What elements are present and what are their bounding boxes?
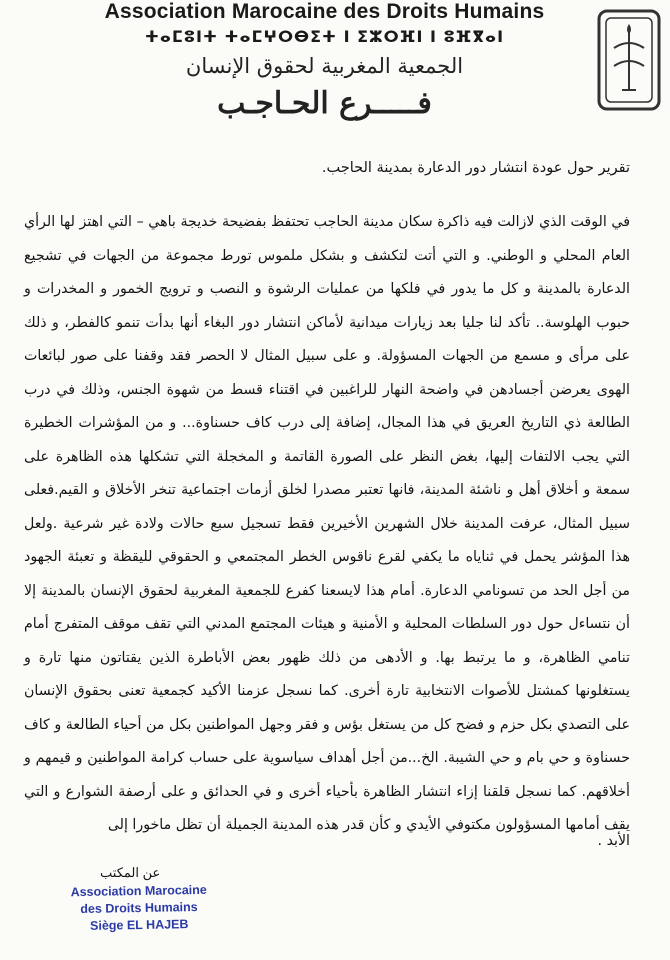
organization-name-tifinagh: ⵜⴰⵎⵓⵏⵜ ⵜⴰⵎⵖⵔⴱⵉⵜ ⵏ ⵉⵣⵔⴼⵏ ⵏ ⵓⴼⴳⴰⵏ [144,27,505,46]
stamp-line: Association Marocaine [70,882,207,900]
stamp-line: Siège EL HAJEB [89,917,189,933]
organization-name-french: Association Marocaine des Droits Humains [104,0,545,23]
association-stamp [64,882,215,936]
report-body [24,206,630,843]
stamp-line: des Droits Humains [80,899,198,917]
organization-name-arabic: الجمعية المغربية لحقوق الإنسان [185,54,464,78]
signature-label: عن المكتب [100,865,161,880]
report-closing: الأبد . [597,833,630,849]
report-subject: تقرير حول عودة انتشار دور الدعارة بمدينة الحاجب. [321,160,630,176]
branch-title: فـــــرع الحـاجـب [217,86,432,121]
body-paragraph: في الوقت الذي لازالت فيه ذاكرة سكان مدينة الحاجب تحتفظ بفضيحة خديجة باهي – التي اهتز لها الرأي العام المحلي و الوطني. و التي أتت لتكشف و بشكل ملموس تورط مجموعة من الجهات في تشجيع الدعارة بالمدينة و كل ما يدور في فلكها من عمليات الرشوة و النصب و ترويج الخمور و المخدرات و حبوب الهلوسة.. تأكد لنا جليا بعد زيارات ميدانية لأماكن انتشار دور البغاء أنها بدأت تنمو كالفطر، و ذلك على مرأى و مسمع من الجهات المسؤولة. و على سبيل المثال لا الحصر فقد وقفنا على صور لبائعات الهوى يعرضن أجسادهن في واضحة النهار للراغبين في اقتناء قسط من شهوة الجنس، وذلك في درب الطالعة ذي التاريخ العريق في هذا المجال، إضافة إلى درب كاف حسناوة... و من المؤشرات الخطيرة التي يجب الالتفات إليها، بغض النظر على الصورة القاتمة و المخجلة التي تشكلها هذه الظاهرة على سمعة و أخلاق أهل و ناشئة المدينة، فانها تعتبر مصدرا لخلق أزمات اجتماعية تنخر الأخلاق و القيم.فعلى سبيل المثال، عرفت المدينة خلال الشهرين الأخيرين فقط تسجيل سبع حالات ولادة غير شرعية .ولعل هذا المؤشر يحمل في ثناياه ما يكفي لقرع ناقوس الخطر المجتمعي و الحقوقي لليقظة و تعبئة الجهود من أجل الحد من تسونامي الدعارة. أمام هذا لايسعنا كفرع للجمعية المغربية لحقوق الإنسان بالمدينة إلا أن نتساءل حول دور السلطات المحلية و الأمنية و هيئات المجتمع المدني التي تقف موقف المتفرج أمام تنامي الظاهرة، و ما يرتبط بها. و الأدهى من ذلك ظهور بعض الأباطرة الذين يقتاتون منها تارة و يستغلونها كمشتل للأصوات الانتخابية تارة أخرى. كما نسجل عزمنا الأكيد كجمعية تعنى بحقوق الإنسان على التصدي بكل حزم و فضح كل من يستغل بؤس و فقر وجهل المواطنين بكل من أحياء الطالعة و كاف حسناوة و حي بام و حي الشيبة. الخ...من أجل أهداف سياسوية على حساب كرامة المواطنين و قيمهم و أخلاقهم. كما نسجل قلقنا إزاء انتشار الظاهرة بأحياء أخرى و في الحدائق و على أرصفة الشوارع و التي يقف أمامها المسؤولون مكتوفي الأيدي و كأن قدر هذه المدينة الجميلة أن تظل ماخورا إلى [24,214,630,833]
amdh-logo-icon [596,8,662,112]
